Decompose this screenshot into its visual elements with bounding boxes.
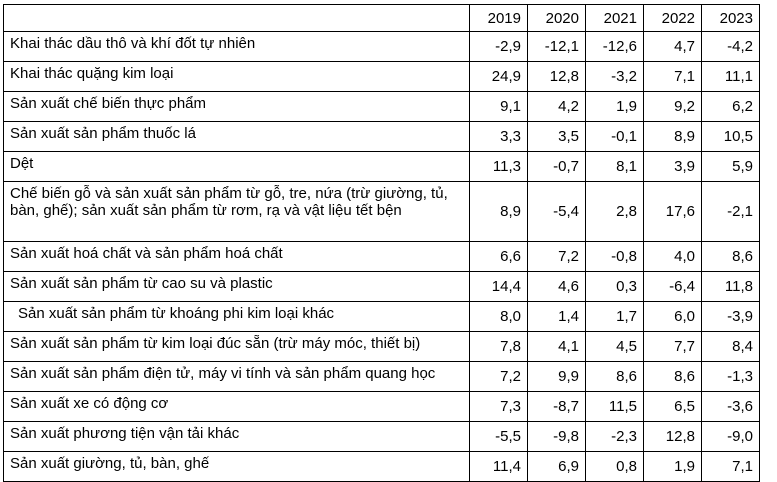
cell-2021: -12,6 [586, 32, 644, 62]
cell-2020: 9,9 [528, 362, 586, 392]
table-row [4, 422, 760, 452]
cell-2022: 9,2 [644, 92, 702, 122]
cell-2019: 3,3 [470, 122, 528, 152]
cell-2022: 8,9 [644, 122, 702, 152]
header-year-2021: 2021 [586, 5, 644, 32]
cell-2022: 4,0 [644, 242, 702, 272]
cell-2020: 3,5 [528, 122, 586, 152]
cell-2023: 5,9 [702, 152, 760, 182]
cell-2021: -3,2 [586, 62, 644, 92]
cell-2019: 7,8 [470, 332, 528, 362]
cell-2020: 4,2 [528, 92, 586, 122]
cell-2022: 6,0 [644, 302, 702, 332]
row-label: Sản xuất sản phẩm từ cao su và plastic [4, 272, 470, 302]
row-label: Dệt [4, 152, 470, 182]
cell-2023: -3,6 [702, 392, 760, 422]
cell-2021: 1,7 [586, 302, 644, 332]
cell-2023: -1,3 [702, 362, 760, 392]
cell-2022: 1,9 [644, 452, 702, 482]
header-year-2019: 2019 [470, 5, 528, 32]
cell-2022: 6,5 [644, 392, 702, 422]
cell-2023: 6,2 [702, 92, 760, 122]
row-label: Sản xuất xe có động cơ [4, 392, 470, 422]
cell-2019: -2,9 [470, 32, 528, 62]
cell-2019: -5,5 [470, 422, 528, 452]
cell-2020: 7,2 [528, 242, 586, 272]
table-row [4, 122, 760, 152]
header-corner-cell [4, 5, 470, 32]
table-row [4, 332, 760, 362]
header-year-2023: 2023 [702, 5, 760, 32]
cell-2020: 12,8 [528, 62, 586, 92]
cell-2019: 7,2 [470, 362, 528, 392]
cell-2023: -4,2 [702, 32, 760, 62]
cell-2021: 1,9 [586, 92, 644, 122]
cell-2020: -12,1 [528, 32, 586, 62]
row-label: Sản xuất sản phẩm điện tử, máy vi tính và sản phẩm quang học [4, 362, 470, 392]
cell-2020: -8,7 [528, 392, 586, 422]
cell-2023: 11,8 [702, 272, 760, 302]
cell-2022: 3,9 [644, 152, 702, 182]
cell-2022: 17,6 [644, 182, 702, 242]
row-label: Chế biến gỗ và sản xuất sản phẩm từ gỗ, tre, nứa (trừ giường, tủ, bàn, ghế); sản xuất sản phẩm từ rơm, rạ và vật liệu tết bện [4, 182, 470, 242]
cell-2020: -5,4 [528, 182, 586, 242]
table-row [4, 242, 760, 272]
table-row [4, 62, 760, 92]
cell-2023: 7,1 [702, 452, 760, 482]
cell-2023: -2,1 [702, 182, 760, 242]
cell-2019: 11,4 [470, 452, 528, 482]
cell-2023: 8,4 [702, 332, 760, 362]
table-row [4, 92, 760, 122]
cell-2019: 6,6 [470, 242, 528, 272]
industry-growth-table [3, 4, 760, 482]
cell-2021: 0,8 [586, 452, 644, 482]
cell-2021: 8,6 [586, 362, 644, 392]
row-label: Sản xuất sản phẩm từ khoáng phi kim loại khác [4, 302, 470, 332]
cell-2019: 8,9 [470, 182, 528, 242]
cell-2021: 11,5 [586, 392, 644, 422]
cell-2019: 11,3 [470, 152, 528, 182]
cell-2023: -3,9 [702, 302, 760, 332]
cell-2019: 24,9 [470, 62, 528, 92]
table-row [4, 362, 760, 392]
cell-2022: -6,4 [644, 272, 702, 302]
cell-2022: 4,7 [644, 32, 702, 62]
row-label: Sản xuất sản phẩm thuốc lá [4, 122, 470, 152]
cell-2020: 4,1 [528, 332, 586, 362]
cell-2022: 8,6 [644, 362, 702, 392]
table-row [4, 32, 760, 62]
cell-2020: 1,4 [528, 302, 586, 332]
table-header-row [4, 5, 760, 32]
cell-2019: 8,0 [470, 302, 528, 332]
table-row [4, 392, 760, 422]
cell-2021: -0,8 [586, 242, 644, 272]
table-row [4, 452, 760, 482]
cell-2022: 7,1 [644, 62, 702, 92]
table-row [4, 152, 760, 182]
table-row [4, 302, 760, 332]
row-label: Sản xuất hoá chất và sản phẩm hoá chất [4, 242, 470, 272]
cell-2021: -0,1 [586, 122, 644, 152]
cell-2022: 7,7 [644, 332, 702, 362]
cell-2021: 0,3 [586, 272, 644, 302]
cell-2020: -0,7 [528, 152, 586, 182]
cell-2020: -9,8 [528, 422, 586, 452]
cell-2019: 14,4 [470, 272, 528, 302]
cell-2019: 9,1 [470, 92, 528, 122]
cell-2023: 10,5 [702, 122, 760, 152]
row-label: Sản xuất sản phẩm từ kim loại đúc sẵn (trừ máy móc, thiết bị) [4, 332, 470, 362]
row-label: Sản xuất phương tiện vận tải khác [4, 422, 470, 452]
header-year-2020: 2020 [528, 5, 586, 32]
cell-2021: 4,5 [586, 332, 644, 362]
header-year-2022: 2022 [644, 5, 702, 32]
cell-2020: 6,9 [528, 452, 586, 482]
cell-2022: 12,8 [644, 422, 702, 452]
cell-2021: -2,3 [586, 422, 644, 452]
cell-2021: 2,8 [586, 182, 644, 242]
row-label: Sản xuất chế biến thực phẩm [4, 92, 470, 122]
cell-2020: 4,6 [528, 272, 586, 302]
row-label: Khai thác quặng kim loại [4, 62, 470, 92]
cell-2023: -9,0 [702, 422, 760, 452]
row-label: Khai thác dầu thô và khí đốt tự nhiên [4, 32, 470, 62]
cell-2023: 11,1 [702, 62, 760, 92]
row-label: Sản xuất giường, tủ, bàn, ghế [4, 452, 470, 482]
table-row [4, 272, 760, 302]
cell-2021: 8,1 [586, 152, 644, 182]
table-row [4, 182, 760, 242]
cell-2023: 8,6 [702, 242, 760, 272]
cell-2019: 7,3 [470, 392, 528, 422]
